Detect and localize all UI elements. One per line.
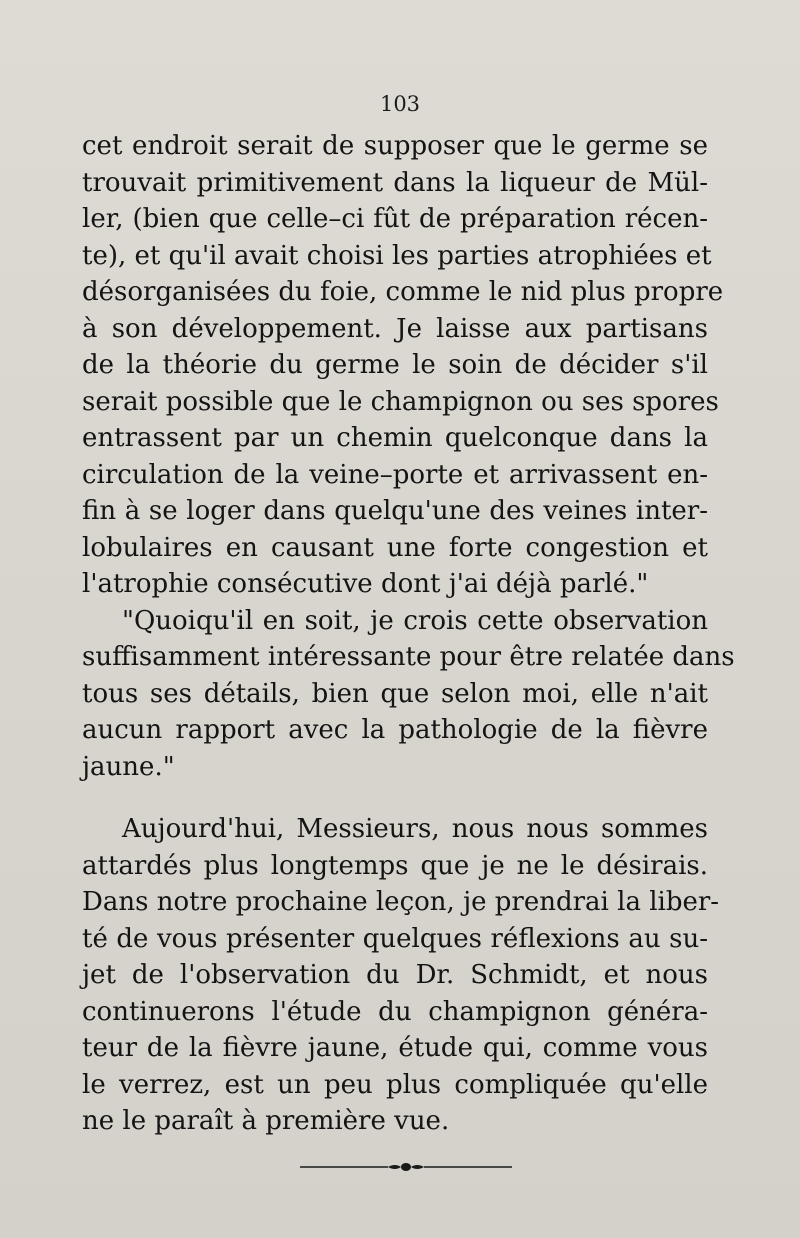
text-line: té de vous présenter quelques réflexions au su- bbox=[82, 923, 708, 954]
text-line: cet endroit serait de supposer que le germe se bbox=[82, 131, 708, 161]
text-line: jaune." bbox=[82, 751, 175, 782]
text-line: aucun rapport avec la pathologie de la fièvre bbox=[82, 715, 708, 745]
text-line: l'atrophie consécutive dont j'ai déjà parlé." bbox=[82, 569, 649, 599]
text-line: ler, (bien que celle–ci fût de préparation récen- bbox=[82, 204, 708, 234]
text-line: entrassent par un chemin quelconque dans la bbox=[82, 423, 708, 453]
body-text bbox=[82, 128, 735, 1140]
text-line: ne le paraît à première vue. bbox=[82, 1106, 450, 1136]
text-line: le verrez, est un peu plus compliquée qu'elle bbox=[82, 1069, 708, 1100]
text-line: lobulaires en causant une forte congestion et bbox=[82, 532, 708, 563]
text-line: continuerons l'étude du champignon généra- bbox=[82, 996, 708, 1027]
text-line: "Quoiqu'il en soit, je crois cette observation bbox=[122, 605, 708, 636]
text-line: tous ses détails, bien que selon moi, elle n'ait bbox=[82, 678, 708, 709]
text-line: te), et qu'il avait choisi les parties atrophiées et bbox=[82, 240, 712, 271]
text-line: suffisamment intéressante pour être relatée dans bbox=[82, 642, 735, 672]
paragraph-quote bbox=[82, 603, 735, 786]
text-line: fin à se loger dans quelqu'une des veines inter- bbox=[82, 496, 708, 526]
paragraph-closing bbox=[82, 811, 720, 1140]
text-line: teur de la fièvre jaune, étude qui, comme vous bbox=[82, 1033, 708, 1063]
text-line: attardés plus longtemps que je ne le désirais. bbox=[82, 850, 708, 881]
text-line: Aujourd'hui, Messieurs, nous nous sommes bbox=[122, 814, 708, 844]
text-line: trouvait primitivement dans la liqueur de Mül- bbox=[82, 167, 708, 198]
page-number: 103 bbox=[379, 92, 421, 116]
paragraph-gap bbox=[82, 785, 708, 811]
text-line: serait possible que le champignon ou ses spores bbox=[82, 386, 719, 417]
text-line: à son développement. Je laisse aux partisans bbox=[82, 313, 708, 344]
paragraph-continuation bbox=[82, 128, 724, 603]
text-line: Dans notre prochaine leçon, je prendrai la liber- bbox=[82, 887, 720, 917]
text-line: jet de l'observation du Dr. Schmidt, et nous bbox=[82, 960, 708, 990]
text-line: circulation de la veine–porte et arrivassent en- bbox=[82, 459, 708, 490]
text-line: désorganisées du foie, comme le nid plus propre bbox=[82, 277, 724, 307]
text-line: de la théorie du germe le soin de décider s'il bbox=[82, 350, 708, 380]
end-ornament bbox=[300, 1160, 512, 1174]
